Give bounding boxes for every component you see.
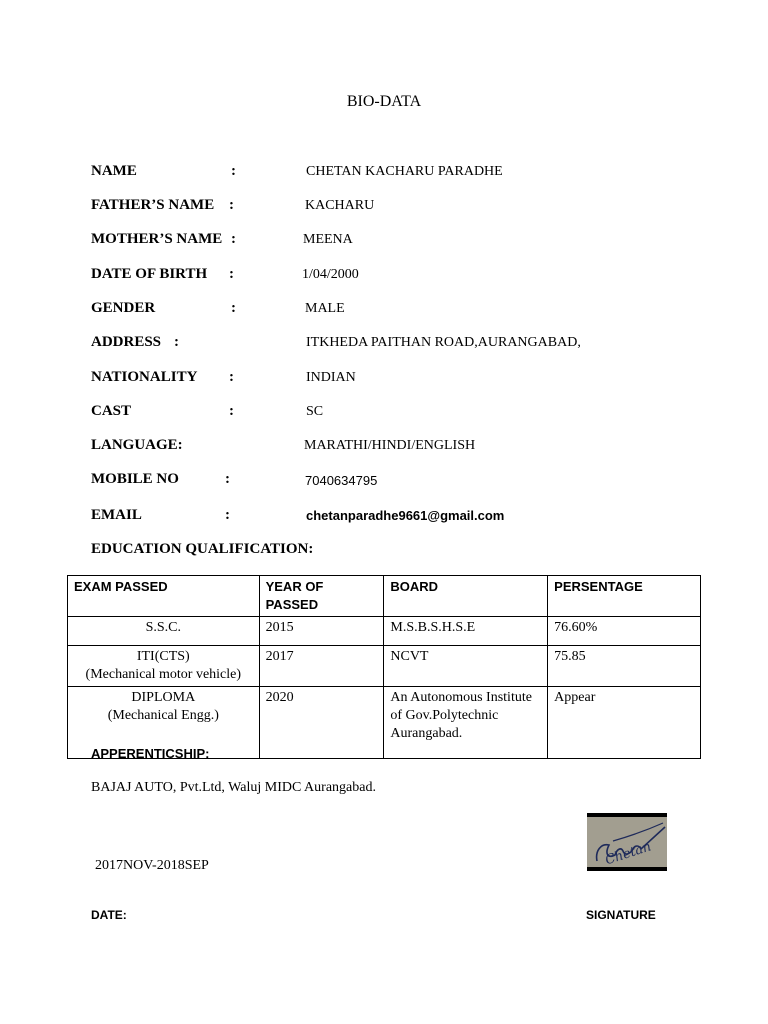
column-header: PERSENTAGE bbox=[548, 576, 701, 617]
field-value: 1/04/2000 bbox=[302, 267, 359, 282]
apprenticeship-period: 2017NOV-2018SEP bbox=[95, 858, 209, 873]
field-label: NAME bbox=[91, 163, 137, 179]
signature-scribble: Chetan bbox=[603, 839, 654, 869]
exam-subtitle: (Mechanical Engg.) bbox=[107, 708, 219, 723]
board-cell: M.S.B.S.H.S.E bbox=[384, 617, 548, 646]
column-header: EXAM PASSED bbox=[68, 576, 260, 617]
field-colon: : bbox=[229, 403, 234, 419]
board-cell: An Autonomous Institute of Gov.Polytechnic Aurangabad. bbox=[384, 687, 548, 759]
field-label: LANGUAGE: bbox=[91, 437, 183, 453]
field-label: EMAIL bbox=[91, 507, 142, 523]
field-colon: : bbox=[229, 369, 234, 385]
education-heading: EDUCATION QUALIFICATION: bbox=[91, 541, 314, 557]
table-row bbox=[68, 617, 701, 646]
field-value: MALE bbox=[305, 301, 345, 316]
percent-cell: 76.60% bbox=[548, 617, 701, 646]
year-cell: 2017 bbox=[259, 646, 384, 687]
field-colon: : bbox=[231, 300, 236, 316]
field-label: DATE OF BIRTH bbox=[91, 266, 208, 282]
field-colon: : bbox=[231, 231, 236, 247]
field-value: 7040634795 bbox=[305, 473, 378, 488]
field-label: FATHER’S NAME bbox=[91, 197, 215, 213]
exam-cell bbox=[68, 646, 260, 687]
education-table bbox=[67, 575, 701, 759]
apprenticeship-company: BAJAJ AUTO, Pvt.Ltd, Waluj MIDC Aurangabad. bbox=[91, 780, 376, 795]
field-label: MOBILE NO bbox=[91, 471, 179, 487]
column-header: YEAR OF PASSED bbox=[259, 576, 384, 617]
exam-name: DIPLOMA bbox=[131, 690, 196, 705]
field-value: CHETAN KACHARU PARADHE bbox=[306, 164, 503, 179]
field-label: NATIONALITY bbox=[91, 369, 198, 385]
date-label: DATE: bbox=[91, 908, 127, 922]
field-label: MOTHER’S NAME bbox=[91, 231, 223, 247]
field-value: ITKHEDA PAITHAN ROAD,AURANGABAD, bbox=[306, 335, 581, 350]
field-value: chetanparadhe9661@gmail.com bbox=[306, 508, 505, 523]
page-title: BIO-DATA bbox=[346, 93, 422, 110]
table-row bbox=[68, 646, 701, 687]
field-colon: : bbox=[174, 334, 179, 350]
field-colon: : bbox=[225, 471, 230, 487]
apprenticeship-heading: APPERENTICSHIP: bbox=[91, 746, 210, 761]
field-value: MEENA bbox=[303, 232, 353, 247]
signature-label: SIGNATURE bbox=[586, 908, 656, 922]
field-value: INDIAN bbox=[306, 370, 356, 385]
exam-subtitle: (Mechanical motor vehicle) bbox=[85, 667, 242, 682]
field-value: MARATHI/HINDI/ENGLISH bbox=[304, 438, 476, 453]
field-label: GENDER bbox=[91, 300, 156, 316]
field-value: SC bbox=[306, 404, 324, 419]
field-colon: : bbox=[231, 163, 236, 179]
exam-name: S.S.C. bbox=[145, 620, 181, 635]
table-header-row bbox=[68, 576, 701, 617]
board-cell: NCVT bbox=[384, 646, 548, 687]
year-cell: 2020 bbox=[259, 687, 384, 759]
percent-cell: 75.85 bbox=[548, 646, 701, 687]
field-colon: : bbox=[229, 197, 234, 213]
signature-image bbox=[587, 813, 667, 871]
field-label: ADDRESS bbox=[91, 334, 162, 350]
field-value: KACHARU bbox=[305, 198, 375, 213]
exam-name: ITI(CTS) bbox=[136, 649, 190, 664]
field-colon: : bbox=[225, 507, 230, 523]
field-colon: : bbox=[229, 266, 234, 282]
signature-scan bbox=[587, 813, 667, 871]
exam-cell bbox=[68, 617, 260, 646]
percent-cell: Appear bbox=[548, 687, 701, 759]
field-label: CAST bbox=[91, 403, 132, 419]
column-header: BOARD bbox=[384, 576, 548, 617]
year-cell: 2015 bbox=[259, 617, 384, 646]
